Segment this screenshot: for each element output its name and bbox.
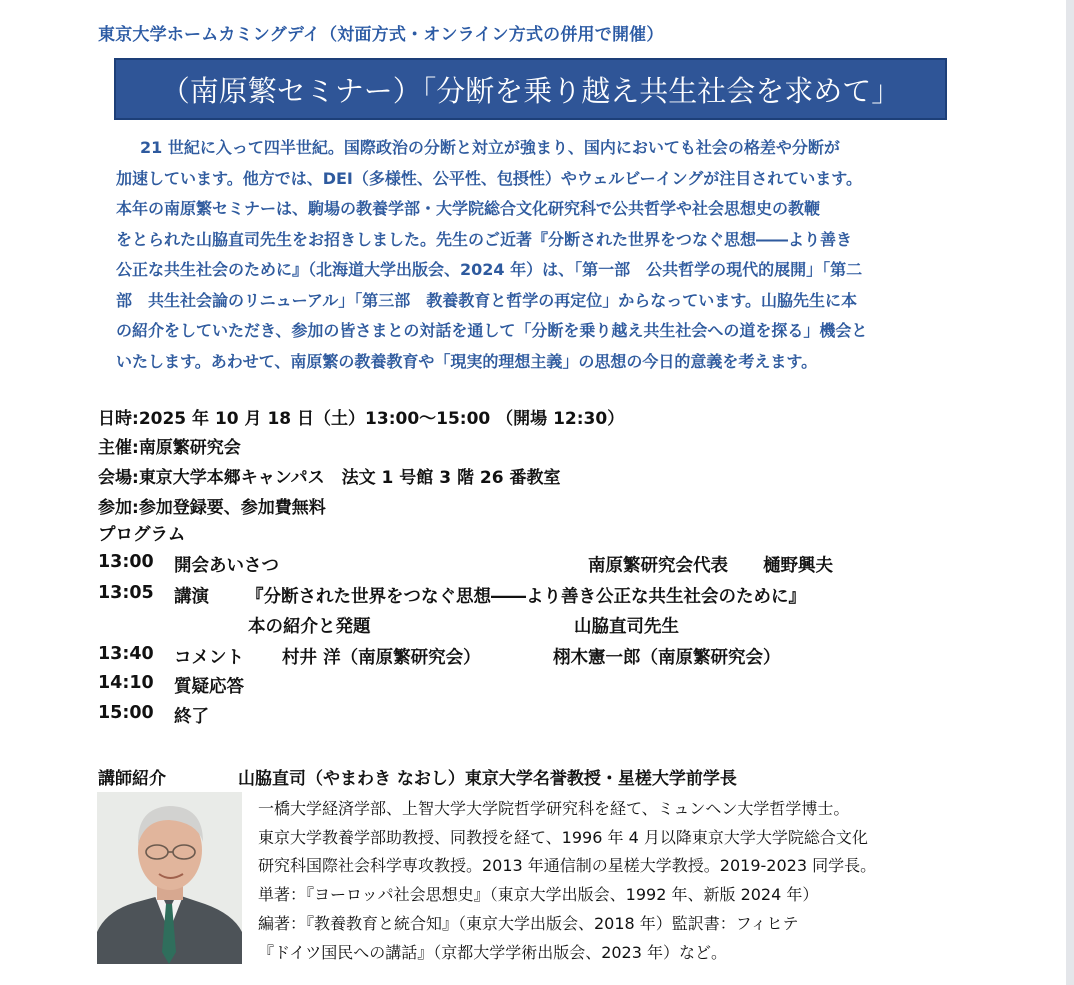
- venue-label: 会場:: [98, 468, 139, 488]
- portrait-illustration: [97, 792, 242, 964]
- program-time: 13:00: [98, 552, 154, 572]
- intro-line: 21 世紀に入って四半世紀。国際政治の分断と対立が強まり、国内においても社会の格差や分断が: [140, 138, 840, 157]
- bio-line: 単著：『ヨーロッパ社会思想史』（東京大学出版会、1992 年、新版 2024 年）: [258, 885, 819, 904]
- intro-line: の紹介をしていただき、参加の皆さまとの対話を通して「分断を乗り越え共生社会への道を探る」機会と: [116, 321, 868, 340]
- title-banner: [114, 58, 947, 120]
- program-heading: プログラム: [98, 525, 186, 545]
- speaker-label: 講師紹介: [98, 769, 166, 789]
- intro-line: をとられた山脇直司先生をお招きしました。先生のご近著『分断された世界をつなぐ思想――より善き: [116, 229, 853, 249]
- program-person: 山脇直司先生: [574, 617, 679, 637]
- date-value: 2025 年 10 月 18 日（土）13:00～15:00 （開場 12:30）: [138, 409, 625, 429]
- info-date: [98, 404, 624, 429]
- program-item: 終了: [174, 707, 209, 727]
- info-join: [98, 493, 326, 518]
- intro-line: 加速しています。他方では、DEI（多様性、公平性、包摂性）やウェルビーイングが注目されています。: [116, 168, 863, 188]
- host-label: 主催:: [98, 438, 139, 458]
- bio-line: 『ドイツ国民への講話』（京都大学学術出版会、2023 年）など。: [258, 943, 728, 962]
- join-label: 参加:: [98, 498, 139, 518]
- program-person: 南原繁研究会代表 樋野興夫: [588, 556, 833, 576]
- event-header: 東京大学ホームカミングデイ（対面方式・オンライン方式の併用で開催）: [98, 25, 664, 45]
- info-host: [98, 433, 241, 458]
- date-label: 日時:: [98, 409, 139, 429]
- bio-line: 研究科国際社会科学専攻教授。2013 年通信制の星槎大学教授。2019-2023 同学長。: [258, 856, 877, 875]
- program-subitem: 本の紹介と発題: [248, 617, 371, 637]
- venue-value: 東京大学本郷キャンパス 法文 1 号館 3 階 26 番教室: [138, 468, 561, 488]
- intro-line: 本年の南原繁セミナーは、駒場の教養学部・大学院総合文化研究科で公共哲学や社会思想史の教鞭: [116, 199, 821, 218]
- host-value: 南原繁研究会: [138, 438, 241, 458]
- program-item: コメント: [174, 648, 244, 668]
- info-venue: [98, 463, 560, 488]
- seminar-title: （南原繁セミナー）「分断を乗り越え共生社会を求めて」: [160, 73, 901, 108]
- speaker-name: 山脇直司（やまわき なおし）東京大学名誉教授・星槎大学前学長: [238, 769, 737, 789]
- join-value: 参加登録要、参加費無料: [138, 498, 326, 518]
- program-time: 13:40: [98, 644, 154, 664]
- intro-line: いたします。あわせて、南原繁の教養教育や「現実的理想主義」の思想の今日的意義を考えます。: [116, 351, 818, 371]
- program-person: 村井 洋（南原繁研究会）: [282, 648, 481, 668]
- program-person: 栩木憲一郎（南原繁研究会）: [553, 648, 781, 668]
- program-item: 質疑応答: [174, 677, 244, 697]
- intro-paragraph: [116, 133, 976, 377]
- program-time: 14:10: [98, 673, 154, 693]
- lecture-title: 『分断された世界をつなぐ思想――より善き公正な共生社会のために』: [246, 587, 806, 607]
- program-time: 15:00: [98, 703, 154, 723]
- speaker-photo: [97, 792, 242, 964]
- intro-line: 公正な共生社会のために』（北海道大学出版会、2024 年）は、「第一部 公共哲学の現代的展開」「第二: [116, 260, 863, 279]
- bio-line: 東京大学教養学部助教授、同教授を経て、1996 年 4 月以降東京大学大学院総合文化: [258, 828, 868, 847]
- bio-line: 編著：『教養教育と統合知』（東京大学出版会、2018 年）監訳書：フィヒテ: [258, 914, 799, 933]
- bio-line: 一橋大学経済学部、上智大学大学院哲学研究科を経て、ミュンヘン大学哲学博士。: [258, 799, 850, 818]
- program-time: 13:05: [98, 583, 154, 603]
- program-item: 開会あいさつ: [174, 556, 279, 576]
- page-edge: [1066, 0, 1074, 985]
- intro-line: 部 共生社会論のリニューアル」「第三部 教養教育と哲学の再定位」からなっています。山脇先生に本: [116, 290, 857, 310]
- program-item: 講演: [174, 587, 209, 607]
